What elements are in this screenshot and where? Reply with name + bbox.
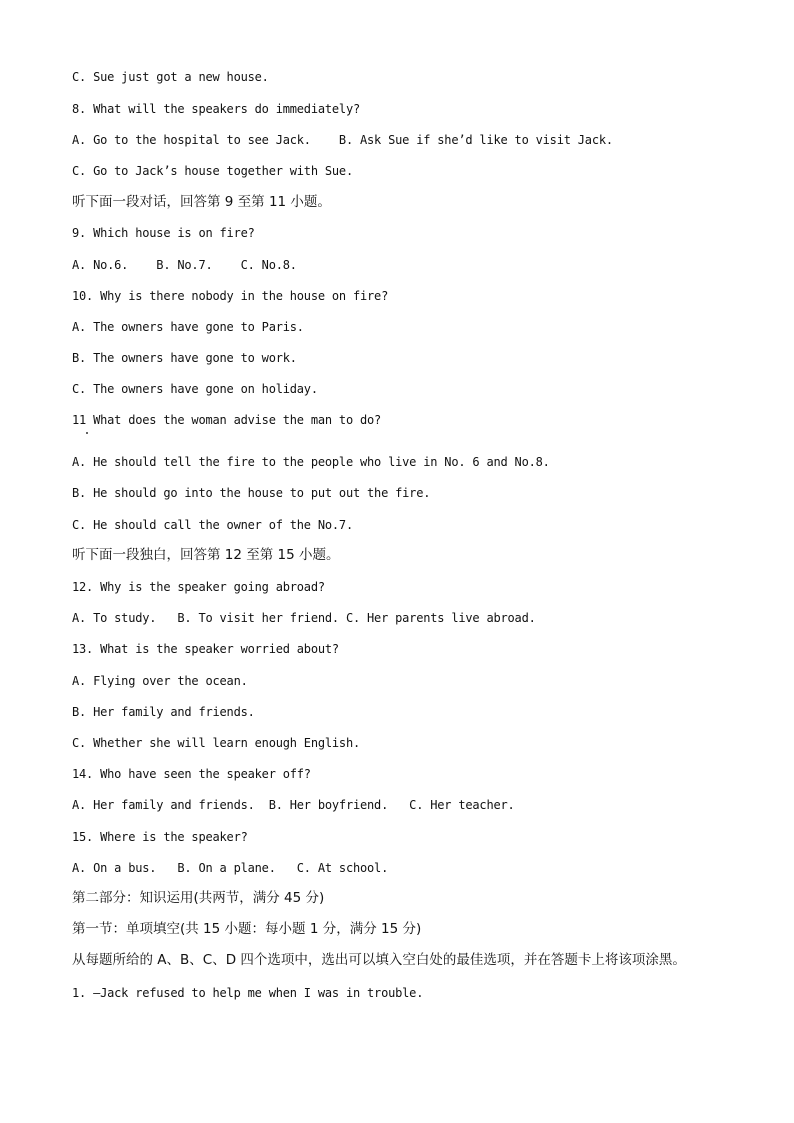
question-line: 12. Why is the speaker going abroad?: [72, 580, 325, 594]
option-line: C. Whether she will learn enough English.: [72, 736, 361, 750]
stray-dot: [86, 432, 88, 434]
option-line: B. Her family and friends.: [72, 705, 255, 719]
part-heading: 第二部分：知识运用(共两节，满分 45 分): [72, 890, 325, 906]
question-line: 1. —Jack refused to help me when I was in trouble.: [72, 986, 424, 1000]
question-line: 13. What is the speaker worried about?: [72, 642, 339, 656]
section-instruction: 听下面一段对话，回答第 9 至第 11 小题。: [72, 194, 331, 210]
option-line: B. He should go into the house to put out the fire.: [72, 486, 431, 500]
option-line: C. Sue just got a new house.: [72, 70, 269, 84]
option-line: A. Her family and friends. B. Her boyfriend. C. Her teacher.: [72, 798, 515, 812]
question-line: 9. Which house is on fire?: [72, 226, 255, 240]
option-line: B. The owners have gone to work.: [72, 351, 297, 365]
question-line: 10. Why is there nobody in the house on fire?: [72, 289, 389, 303]
option-line: C. He should call the owner of the No.7.: [72, 518, 353, 532]
option-line: A. The owners have gone to Paris.: [72, 320, 304, 334]
option-line: A. No.6. B. No.7. C. No.8.: [72, 258, 297, 272]
option-line: A. Go to the hospital to see Jack. B. Ask Sue if she’d like to visit Jack.: [72, 133, 613, 147]
option-line: A. Flying over the ocean.: [72, 674, 248, 688]
question-line: 11 What does the woman advise the man to do?: [72, 413, 382, 427]
option-line: A. He should tell the fire to the people who live in No. 6 and No.8.: [72, 455, 550, 469]
section-instruction: 听下面一段独白，回答第 12 至第 15 小题。: [72, 547, 340, 563]
question-line: 15. Where is the speaker?: [72, 830, 248, 844]
option-line: A. To study. B. To visit her friend. C. Her parents live abroad.: [72, 611, 536, 625]
question-line: 8. What will the speakers do immediately?: [72, 102, 361, 116]
option-line: C. The owners have gone on holiday.: [72, 382, 318, 396]
option-line: C. Go to Jack’s house together with Sue.: [72, 164, 353, 178]
question-line: 14. Who have seen the speaker off?: [72, 767, 311, 781]
section-instruction: 从每题所给的 A、B、C、D 四个选项中，选出可以填入空白处的最佳选项，并在答题卡上将该项涂黑。: [72, 952, 686, 968]
option-line: A. On a bus. B. On a plane. C. At school.: [72, 861, 389, 875]
section-heading: 第一节：单项填空(共 15 小题：每小题 1 分，满分 15 分): [72, 921, 422, 937]
